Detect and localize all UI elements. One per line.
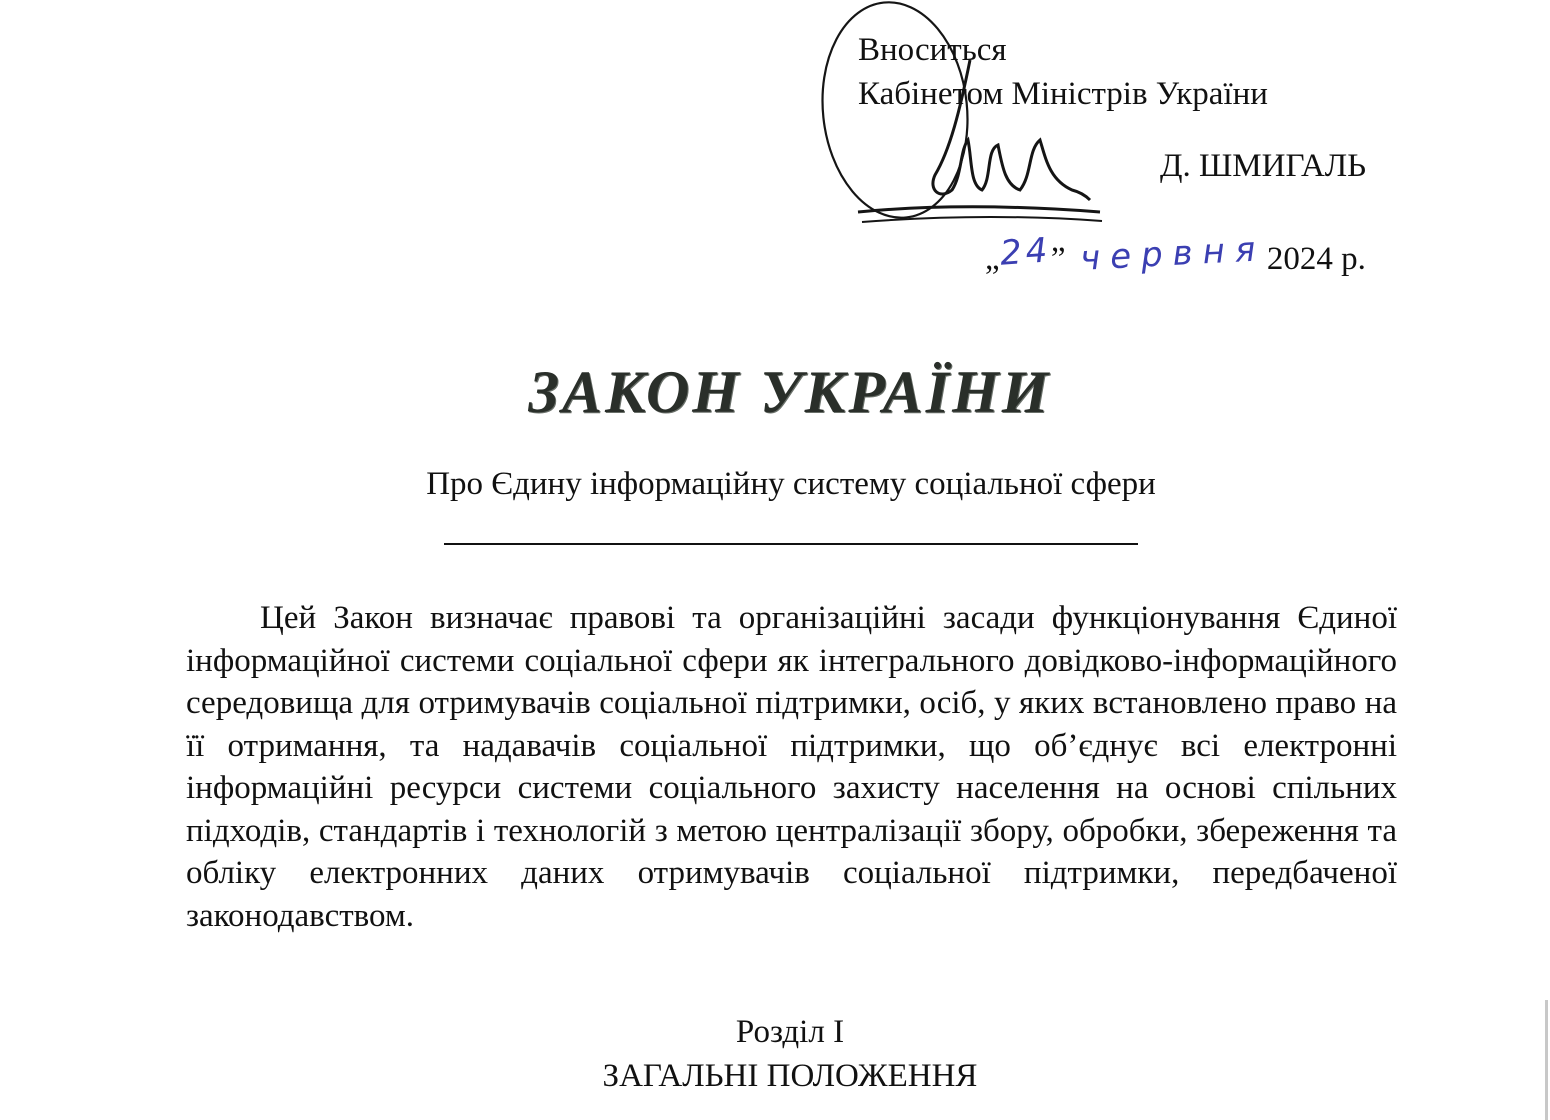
date-open-quote: „ [985,241,1000,277]
submission-block [858,28,1418,116]
date-close-quote: ” [1050,241,1066,277]
scan-edge-mark [1545,1000,1548,1120]
date-day-handwritten: 24 [998,230,1053,274]
title-divider [444,543,1138,545]
submission-date [985,229,1366,280]
preamble-paragraph: Цей Закон визначає правові та організаційні засади функціонування Єдиної інформаційної системи соціальної сфери як інтегрального довідково-інформаційного середовища для отримувачів соціальної підтримки, осіб, у яких встановлено право на її отримання, та надавачів соціальної підтримки, що об’єднує всі електронні інформаційні ресурси системи соціального захисту населення на основі спільних підходів, стандартів і технологій з метою централізації збору, обробки, збереження та обліку електронних даних отримувачів соціальної підтримки, передбаченої законодавством. [186,600,1397,934]
submitter-organization: Кабінетом Міністрів України [858,76,1268,112]
section-number: Розділ І [735,1014,845,1050]
date-year: 2024 р. [1266,241,1366,277]
submitted-by-line: Вноситься [858,32,1007,68]
signer-name: Д. ШМИГАЛЬ [1160,148,1367,184]
section-title: ЗАГАЛЬНІ ПОЛОЖЕННЯ [602,1058,978,1094]
date-month-handwritten: червня [1078,229,1266,279]
law-title: ЗАКОН УКРАЇНИ [528,359,1052,425]
section-heading [0,1010,1550,1098]
law-subtitle: Про Єдину інформаційну систему соціальної сфери [426,466,1156,502]
